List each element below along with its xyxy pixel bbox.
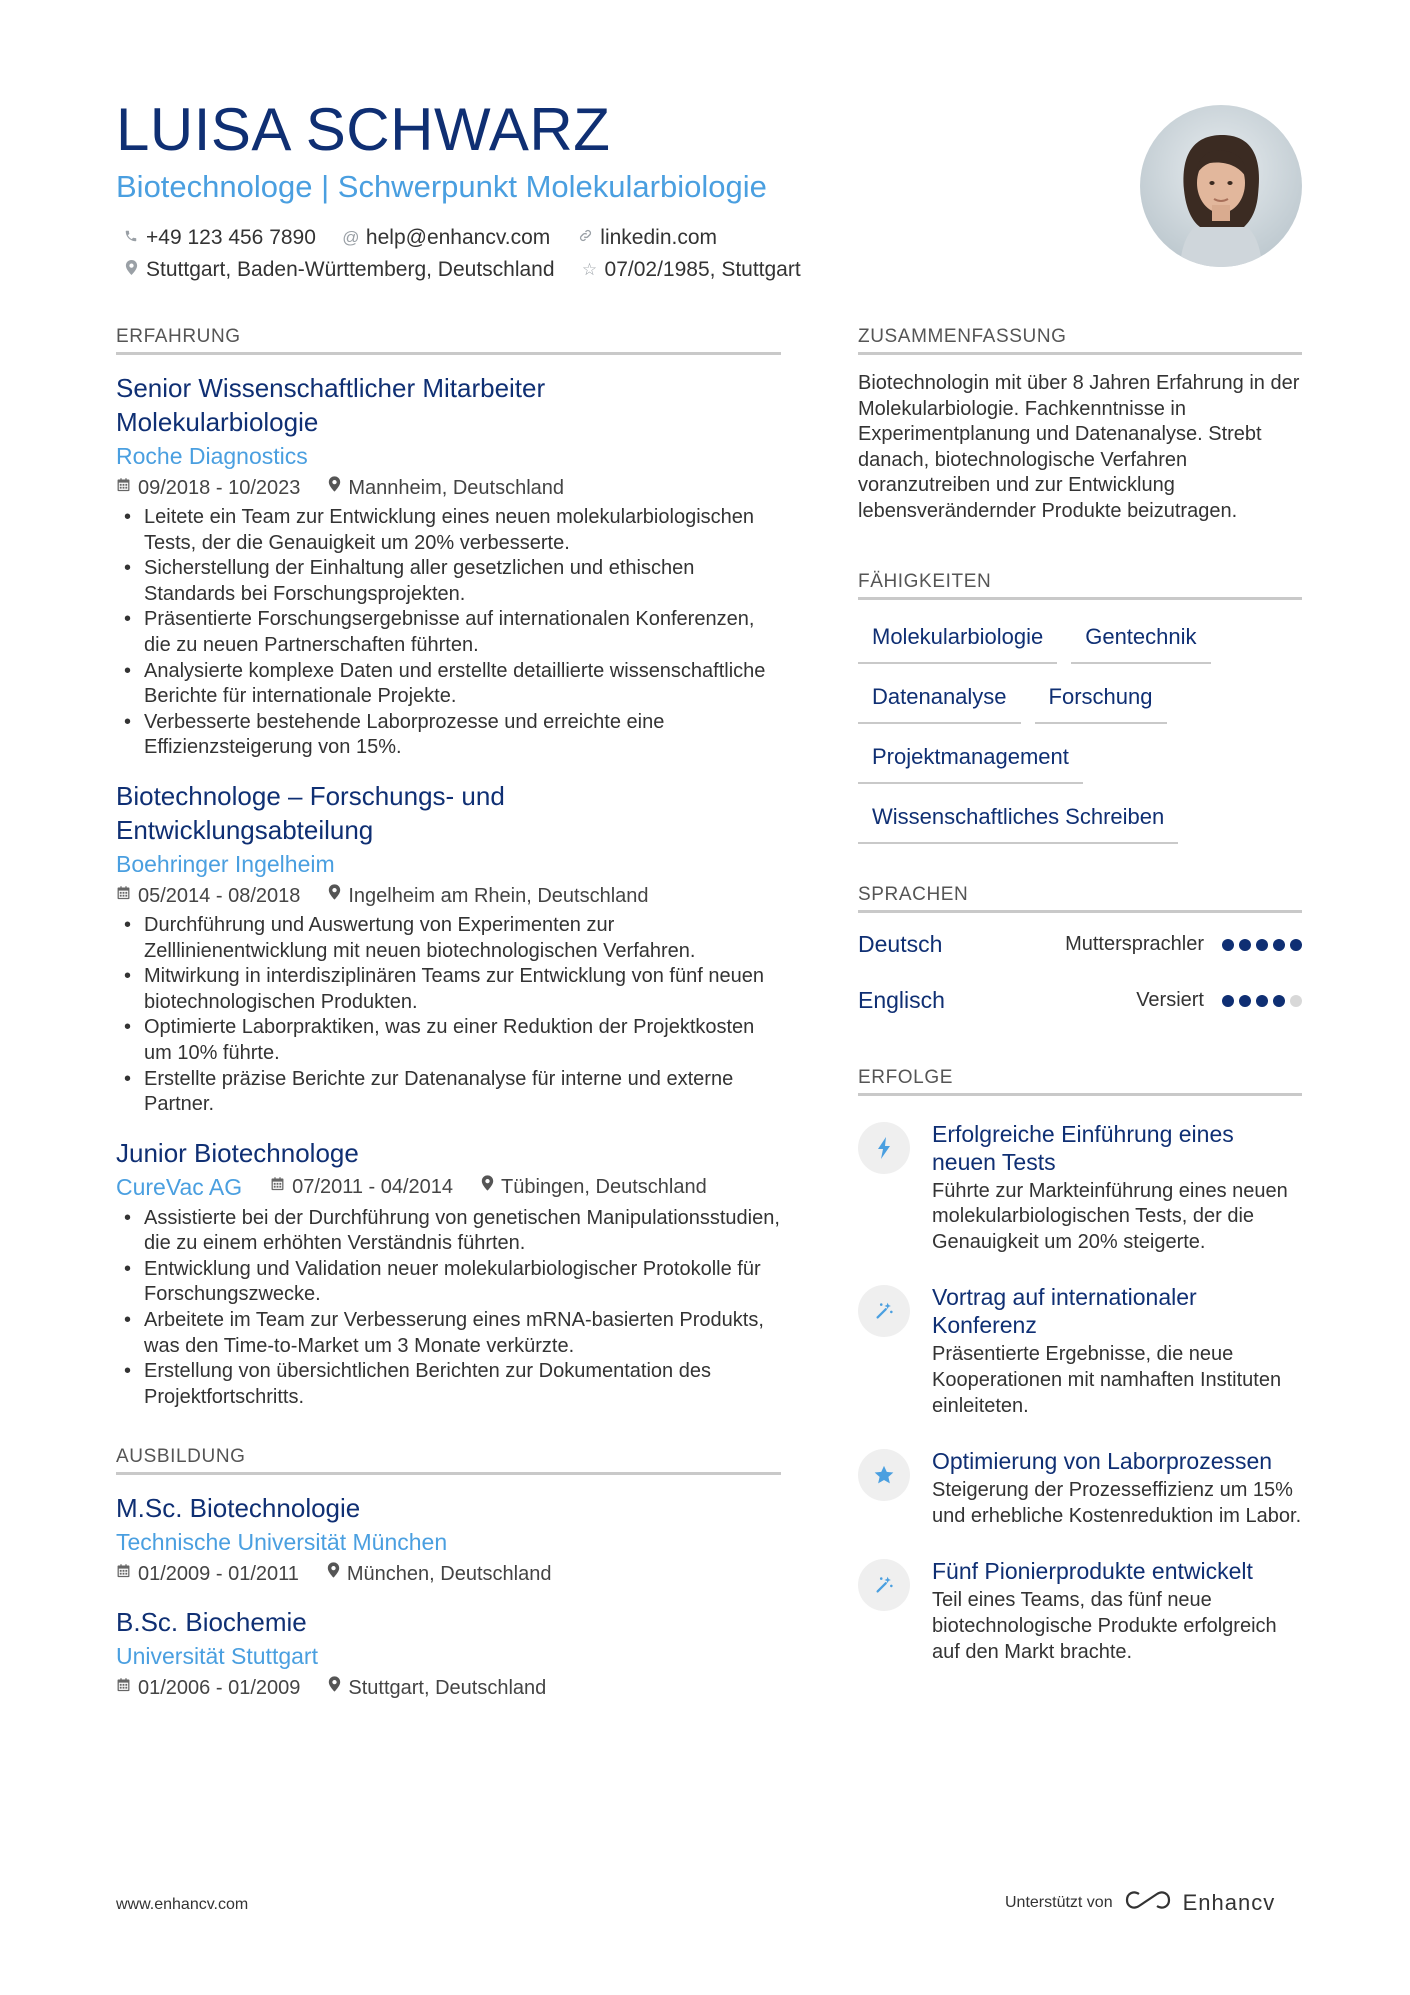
- calendar-icon: [116, 473, 131, 503]
- email-text: help@enhancv.com: [365, 226, 551, 249]
- skill-tag: Gentechnik: [1071, 616, 1210, 664]
- job-bullet: • Arbeitete im Team zur Verbesserung eines mRNA-basierten Produkts, was den Time-to-Market um 3 Monate verkürzte.: [116, 1308, 781, 1359]
- education-dates-text: 01/2006 - 01/2009: [138, 1677, 301, 1700]
- language-level: Muttersprachler: [1065, 933, 1204, 956]
- achievement-item: [858, 1283, 1302, 1419]
- map-pin-icon: [481, 1172, 494, 1202]
- achievement-text: Präsentierte Ergebnisse, die neue Kooperationen mit namhaften Instituten einleiteten.: [932, 1343, 1282, 1417]
- rating-dot: [1256, 995, 1268, 1007]
- footer-branding[interactable]: [1005, 1888, 1275, 1917]
- contact-info: [122, 222, 801, 286]
- job-dates-text: 05/2014 - 08/2018: [138, 884, 301, 907]
- education-degree: B.Sc. Biochemie: [116, 1607, 307, 1638]
- map-pin-icon: [328, 881, 341, 911]
- achievement-title: Fünf Pionierprodukte entwickelt: [932, 1558, 1253, 1585]
- job-location: [481, 1172, 707, 1202]
- language-rating: [1222, 995, 1302, 1007]
- job-bullets: [116, 505, 781, 761]
- skill-tag: Molekularbiologie: [858, 616, 1057, 664]
- language-name: Deutsch: [858, 931, 943, 958]
- education-entry: [116, 1605, 781, 1703]
- left-column: [116, 326, 781, 1721]
- achievement-title: Erfolgreiche Einführung eines neuen Tests: [932, 1120, 1234, 1175]
- education-location-text: Stuttgart, Deutschland: [348, 1677, 547, 1700]
- job-location-text: Tübingen, Deutschland: [501, 1175, 707, 1198]
- job-bullet: • Assistierte bei der Durchführung von genetischen Manipulationsstudien, die zu einem erhöhten Verständnis führten.: [116, 1206, 781, 1257]
- job-dates: [270, 1172, 453, 1202]
- skill-tag: Wissenschaftliches Schreiben: [858, 796, 1178, 844]
- rating-dot: [1290, 939, 1302, 951]
- calendar-icon: [116, 1559, 131, 1589]
- right-column: [858, 326, 1302, 1693]
- achievement-title: Vortrag auf internationaler Konferenz: [932, 1284, 1197, 1339]
- calendar-icon: [270, 1172, 285, 1202]
- skill-tag: Projektmanagement: [858, 736, 1083, 784]
- education-meta: [116, 1559, 781, 1589]
- job-entry: [116, 1136, 781, 1411]
- education-dates: [116, 1673, 300, 1703]
- language-item: [858, 917, 1302, 973]
- job-location: [328, 881, 648, 911]
- experience-section-title: ERFAHRUNG: [116, 326, 781, 355]
- education-school: Universität Stuttgart: [116, 1643, 318, 1670]
- job-dates: [116, 473, 300, 503]
- job-dates-text: 09/2018 - 10/2023: [138, 477, 301, 499]
- contact-phone[interactable]: [122, 226, 316, 250]
- job-location: [328, 473, 564, 503]
- powered-by-text: Unterstützt von: [1005, 1893, 1113, 1911]
- job-bullet: • Verbesserte bestehende Laborprozesse und erreichte eine Effizienzsteigerung von 15%.: [116, 710, 781, 761]
- education-section-title: AUSBILDUNG: [116, 1446, 781, 1475]
- job-bullet: • Optimierte Laborpraktiken, was zu einer Reduktion der Projektkosten um 10% führte.: [116, 1015, 781, 1066]
- birth-text: 07/02/1985, Stuttgart: [604, 258, 801, 281]
- star-outline-icon: ☆: [581, 260, 598, 279]
- skills-section-title: FÄHIGKEITEN: [858, 571, 1302, 600]
- link-icon: [576, 228, 594, 248]
- contact-email[interactable]: [342, 226, 550, 250]
- education-school: Technische Universität München: [116, 1529, 448, 1556]
- job-bullet: • Sicherstellung der Einhaltung aller gesetzlichen und ethischen Standards bei Forschungsprojekten.: [116, 556, 781, 607]
- education-dates: [116, 1559, 299, 1589]
- footer-website[interactable]: www.enhancv.com: [116, 1896, 249, 1913]
- contact-location: [122, 258, 555, 282]
- job-bullet: • Erstellte präzise Berichte zur Datenanalyse für interne und externe Partner.: [116, 1067, 781, 1118]
- language-item: [858, 973, 1302, 1029]
- rating-dot: [1273, 939, 1285, 951]
- job-title: Junior Biotechnologe: [116, 1137, 359, 1168]
- job-meta: [116, 1170, 781, 1204]
- profile-photo: [1140, 105, 1302, 267]
- job-bullet: • Leitete ein Team zur Entwicklung eines neuen molekularbiologischen Tests, der die Genauigkeit um 20% verbesserte.: [116, 505, 781, 556]
- job-bullet: • Präsentierte Forschungsergebnisse auf internationalen Konferenzen, die zu neuen Partnerschaften führten.: [116, 607, 781, 658]
- achievements-section-title: ERFOLGE: [858, 1067, 1302, 1096]
- magic-wand-icon: [858, 1559, 910, 1611]
- job-title: Senior Wissenschaftlicher Mitarbeiter Molekularbiologie: [116, 373, 546, 437]
- brand-name: Enhancv: [1182, 1889, 1276, 1915]
- job-entry: [116, 371, 781, 761]
- language-rating: [1222, 939, 1302, 951]
- achievement-item: [858, 1447, 1302, 1529]
- magic-wand-icon: [858, 1285, 910, 1337]
- contact-linkedin[interactable]: [576, 226, 717, 250]
- phone-text: +49 123 456 7890: [146, 226, 316, 249]
- skill-tag: Forschung: [1035, 676, 1167, 724]
- job-bullet: • Entwicklung und Validation neuer molekularbiologischer Protokolle für Forschungszwecke.: [116, 1257, 781, 1308]
- rating-dot: [1222, 995, 1234, 1007]
- job-meta: [116, 881, 781, 911]
- education-degree: M.Sc. Biotechnologie: [116, 1493, 361, 1524]
- job-bullet: • Erstellung von übersichtlichen Berichten zur Dokumentation des Projektfortschritts.: [116, 1359, 781, 1410]
- job-company: Boehringer Ingelheim: [116, 850, 335, 877]
- languages-section-title: SPRACHEN: [858, 884, 1302, 913]
- map-pin-icon: [328, 473, 341, 503]
- star-icon: [858, 1449, 910, 1501]
- linkedin-text: linkedin.com: [600, 226, 718, 249]
- location-text: Stuttgart, Baden-Württemberg, Deutschland: [146, 258, 555, 281]
- rating-dot: [1290, 995, 1302, 1007]
- map-pin-icon: [327, 1559, 340, 1589]
- education-meta: [116, 1673, 781, 1703]
- rating-dot: [1273, 995, 1285, 1007]
- skill-tag: Datenanalyse: [858, 676, 1021, 724]
- lightning-icon: [858, 1122, 910, 1174]
- education-location-text: München, Deutschland: [346, 1563, 552, 1586]
- achievement-title: Optimierung von Laborprozessen: [932, 1448, 1273, 1475]
- job-bullets: [116, 913, 781, 1118]
- candidate-name: LUISA SCHWARZ: [116, 96, 611, 163]
- skills-list: [858, 616, 1302, 844]
- job-dates: [116, 881, 300, 911]
- job-dates-text: 07/2011 - 04/2014: [292, 1175, 454, 1198]
- contact-birth: [581, 258, 801, 282]
- job-location-text: Ingelheim am Rhein, Deutschland: [348, 884, 649, 907]
- language-name: Englisch: [858, 987, 945, 1014]
- map-pin-icon: [328, 1673, 341, 1703]
- rating-dot: [1239, 995, 1251, 1007]
- job-meta: [116, 473, 781, 503]
- summary-section-title: ZUSAMMENFASSUNG: [858, 326, 1302, 355]
- job-bullets: [116, 1206, 781, 1411]
- map-pin-icon: [122, 260, 140, 280]
- job-company: Roche Diagnostics: [116, 443, 308, 469]
- achievement-item: [858, 1120, 1302, 1256]
- job-entry: [116, 779, 781, 1118]
- achievement-item: [858, 1557, 1302, 1665]
- language-level: Versiert: [1136, 989, 1204, 1012]
- at-icon: @: [342, 228, 360, 247]
- job-bullet: • Mitwirkung in interdisziplinären Teams zur Entwicklung von fünf neuen biotechnologischen Produkten.: [116, 964, 781, 1015]
- education-entry: [116, 1491, 781, 1589]
- achievement-text: Führte zur Markteinführung eines neuen molekularbiologischen Tests, der die Genauigkeit um 20% steigerte.: [932, 1179, 1288, 1253]
- rating-dot: [1222, 939, 1234, 951]
- job-bullet: • Durchführung und Auswertung von Experimenten zur Zelllinienentwicklung mit neuen biotechnologischen Verfahren.: [116, 913, 781, 964]
- achievement-text: Steigerung der Prozesseffizienz um 15% und erhebliche Kostenreduktion im Labor.: [932, 1479, 1302, 1527]
- phone-icon: [122, 228, 140, 248]
- rating-dot: [1239, 939, 1251, 951]
- calendar-icon: [116, 881, 131, 911]
- education-dates-text: 01/2009 - 01/2011: [138, 1563, 299, 1586]
- rating-dot: [1256, 939, 1268, 951]
- summary-text: Biotechnologin mit über 8 Jahren Erfahrung in der Molekularbiologie. Fachkenntnisse in Experimentplanung und Datenanalyse. Strebt danach, biotechnologische Verfahren voranzutreiben und zur Entwicklung lebensverändernder Produkte beizutragen.: [858, 372, 1300, 522]
- education-location: [327, 1559, 552, 1589]
- education-location: [328, 1673, 546, 1703]
- job-location-text: Mannheim, Deutschland: [348, 477, 565, 499]
- calendar-icon: [116, 1673, 131, 1703]
- job-title: Biotechnologe – Forschungs- und Entwicklungsabteilung: [116, 780, 505, 845]
- achievement-text: Teil eines Teams, das fünf neue biotechnologische Produkte erfolgreich auf den Markt brachte.: [932, 1589, 1277, 1663]
- job-bullet: • Analysierte komplexe Daten und erstellte detaillierte wissenschaftliche Berichte für internationale Projekte.: [116, 659, 781, 710]
- enhancv-logo-icon: [1125, 1888, 1171, 1917]
- candidate-headline: Biotechnologe | Schwerpunkt Molekularbiologie: [116, 169, 767, 204]
- job-company: CureVac AG: [116, 1173, 243, 1200]
